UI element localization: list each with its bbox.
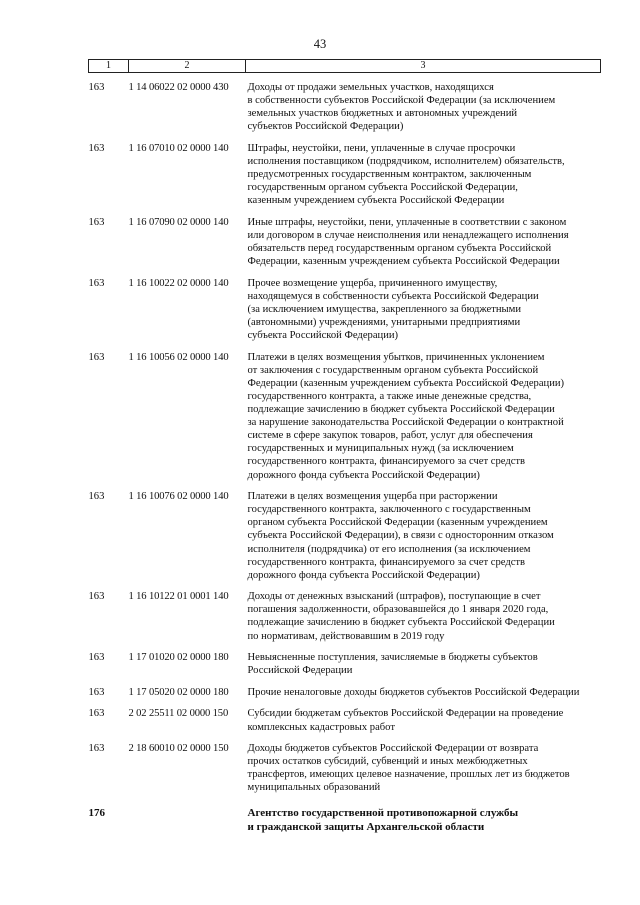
- revenue-code-cell: 1 16 10076 02 0000 140: [128, 491, 229, 503]
- revenue-name-line: исполнения поставщиком (подрядчиком, исполнителем) обязательств,: [247, 155, 565, 167]
- column-header-admin: 1: [89, 60, 129, 73]
- table-row: [89, 651, 601, 686]
- revenue-name-line: системе в сфере закупок товаров, работ, услуг для обеспечения: [247, 430, 533, 442]
- revenue-name-line: подлежащие зачислению в бюджет субъекта Российской Федерации: [247, 404, 555, 416]
- revenue-name-line: органом субъекта Российской Федерации (казенным учреждением: [247, 517, 548, 529]
- revenue-name-cell: [246, 686, 601, 708]
- section-title: [246, 803, 601, 843]
- section-row: [89, 803, 601, 843]
- revenue-name-line: Доходы от денежных взысканий (штрафов), поступающие в счет: [247, 591, 541, 603]
- admin-code-cell: 163: [88, 743, 105, 755]
- section-empty-cell: [129, 803, 246, 843]
- table-row: [89, 73, 601, 142]
- column-header-name: 3: [246, 60, 601, 73]
- revenue-name-line: по нормативам, действовавшим в 2019 году: [247, 630, 445, 642]
- revenue-name-cell: [246, 742, 601, 803]
- revenue-name-line: (автономными) учреждениями, унитарными предприятиями: [247, 317, 521, 328]
- revenue-name-line: комплексных кадастровых работ: [247, 721, 395, 733]
- revenue-name-line: трансфертов, имеющих целевое назначение, прошлых лет из бюджетов: [247, 769, 570, 781]
- admin-code-cell: 163: [88, 591, 105, 603]
- revenue-code-cell: 1 16 10022 02 0000 140: [128, 277, 229, 289]
- revenue-name-line: государственного контракта, а также иные денежные средства,: [247, 390, 532, 402]
- table-row: [89, 707, 601, 742]
- revenue-name-line: Федерации (казенным учреждением субъекта Российской Федерации): [247, 377, 565, 389]
- revenue-name-cell: [246, 142, 601, 216]
- revenue-name-line: подлежащие зачислению в бюджет субъекта Российской Федерации: [247, 617, 555, 629]
- revenue-name-cell: [246, 590, 601, 651]
- revenue-name-line: Платежи в целях возмещения убытков, причиненных уклонением: [247, 351, 545, 363]
- revenue-code-cell: 2 18 60010 02 0000 150: [128, 743, 229, 755]
- admin-code-cell: 163: [88, 652, 105, 664]
- revenue-name-cell: [246, 216, 601, 277]
- admin-code-cell: 163: [88, 142, 105, 154]
- table-row: [89, 216, 601, 277]
- revenue-name-line: за нарушение законодательства Российской Федерации о контрактной: [247, 417, 564, 429]
- revenue-name-line: обязательств перед государственным органом субъекта Российской: [247, 243, 552, 255]
- revenue-code-cell: 1 16 10122 01 0001 140: [128, 591, 229, 603]
- revenue-name-line: дорожного фонда субъекта Российской Федерации): [247, 469, 480, 481]
- revenue-name-line: Доходы бюджетов субъектов Российской Федерации от возврата: [247, 743, 539, 755]
- revenue-name-line: государственного контракта, финансируемого за счет средств: [247, 556, 526, 568]
- admin-code-cell: 163: [88, 491, 105, 503]
- revenue-name-line: Иные штрафы, неустойки, пени, уплаченные в соответствии с законом: [247, 216, 567, 228]
- revenue-name-line: государственных и муниципальных нужд (за исключением: [247, 443, 514, 455]
- revenue-name-line: (за исключением имущества, закрепленного за бюджетными: [247, 303, 522, 315]
- revenue-name-line: Прочие неналоговые доходы бюджетов субъектов Российской Федерации: [247, 686, 580, 698]
- revenue-name-line: находящемуся в собственности субъекта Российской Федерации: [247, 290, 539, 302]
- revenue-name-cell: [246, 490, 601, 590]
- revenue-name-line: земельных участков бюджетных и автономных учреждений: [247, 108, 518, 120]
- revenue-name-line: в собственности субъектов Российской Федерации (за исключением: [247, 95, 556, 107]
- revenue-name-line: Невыясненные поступления, зачисляемые в бюджеты субъектов: [247, 652, 538, 664]
- revenue-name-line: Доходы от продажи земельных участков, находящихся: [247, 82, 494, 93]
- revenue-code-cell: 1 17 01020 02 0000 180: [128, 652, 229, 664]
- table-row: [89, 490, 601, 590]
- section-admin-code: 176: [88, 807, 105, 819]
- revenue-name-line: от заключения с государственным органом субъекта Российской: [247, 364, 539, 376]
- revenue-name-line: или договором в случае неисполнения или ненадлежащего исполнения: [247, 229, 569, 241]
- revenue-code-cell: 1 17 05020 02 0000 180: [128, 686, 229, 698]
- revenue-code-cell: 1 16 10056 02 0000 140: [128, 351, 229, 363]
- table-row: [89, 742, 601, 803]
- revenue-name-line: Штрафы, неустойки, пени, уплаченные в случае просрочки: [247, 142, 516, 154]
- revenue-name-line: Платежи в целях возмещения ущерба при расторжении: [247, 491, 498, 503]
- table-row: [89, 686, 601, 708]
- revenue-name-cell: [246, 651, 601, 686]
- revenue-code-cell: 1 16 07010 02 0000 140: [128, 142, 229, 154]
- admin-code-cell: 163: [88, 216, 105, 228]
- table-row: [89, 142, 601, 216]
- revenue-name-cell: [246, 707, 601, 742]
- table-row: [89, 351, 601, 490]
- table-body: [89, 73, 601, 843]
- admin-code-cell: 163: [88, 277, 105, 289]
- column-header-code: 2: [129, 60, 246, 73]
- revenue-name-line: государственным органом субъекта Российской Федерации,: [247, 182, 518, 194]
- revenue-name-line: Федерации, казенным учреждением субъекта Российской Федерации: [247, 256, 560, 268]
- admin-code-cell: 163: [88, 708, 105, 720]
- revenue-name-line: государственного контракта, заключенного с государственным: [247, 504, 531, 516]
- revenue-codes-table: [88, 59, 601, 843]
- revenue-name-cell: [246, 277, 601, 351]
- revenue-name-line: погашения задолженности, образовавшейся до 1 января 2020 года,: [247, 604, 549, 616]
- revenue-name-line: субъектов Российской Федерации): [247, 121, 404, 133]
- revenue-name-line: казенным учреждением субъекта Российской Федерации: [247, 195, 505, 207]
- revenue-name-line: субъекта Российской Федерации): [247, 330, 399, 342]
- revenue-code-cell: 2 02 25511 02 0000 150: [128, 708, 229, 720]
- revenue-name-line: муниципальных образований: [247, 782, 381, 794]
- table-row: [89, 277, 601, 351]
- revenue-name-line: субъекта Российской Федерации), в связи с односторонним отказом: [247, 530, 554, 542]
- section-title-line: и гражданской защиты Архангельской области: [247, 821, 485, 833]
- section-title-line: Агентство государственной противопожарной службы: [247, 807, 519, 819]
- table-row: [89, 590, 601, 651]
- revenue-name-line: государственного контракта, финансируемого за счет средств: [247, 456, 526, 468]
- table-header-row: [89, 60, 601, 73]
- revenue-code-cell: 1 16 07090 02 0000 140: [128, 216, 229, 228]
- revenue-code-cell: 1 14 06022 02 0000 430: [128, 82, 229, 93]
- admin-code-cell: 163: [88, 351, 105, 363]
- page-number: 43: [313, 37, 327, 51]
- admin-code-cell: 163: [88, 82, 105, 93]
- revenue-name-cell: [246, 351, 601, 490]
- revenue-name-line: Российской Федерации: [247, 665, 353, 677]
- revenue-name-line: предусмотренных государственным контрактом, заключенным: [247, 169, 532, 181]
- revenue-name-cell: [246, 73, 601, 142]
- revenue-name-line: Прочее возмещение ущерба, причиненного имуществу,: [247, 277, 498, 289]
- revenue-name-line: дорожного фонда субъекта Российской Федерации): [247, 569, 480, 581]
- revenue-name-line: прочих остатков субсидий, субвенций и иных межбюджетных: [247, 756, 528, 768]
- admin-code-cell: 163: [88, 686, 105, 698]
- revenue-name-line: исполнителя (подрядчика) от его исполнения (за исключением: [247, 543, 531, 555]
- revenue-name-line: Субсидии бюджетам субъектов Российской Федерации на проведение: [247, 708, 564, 720]
